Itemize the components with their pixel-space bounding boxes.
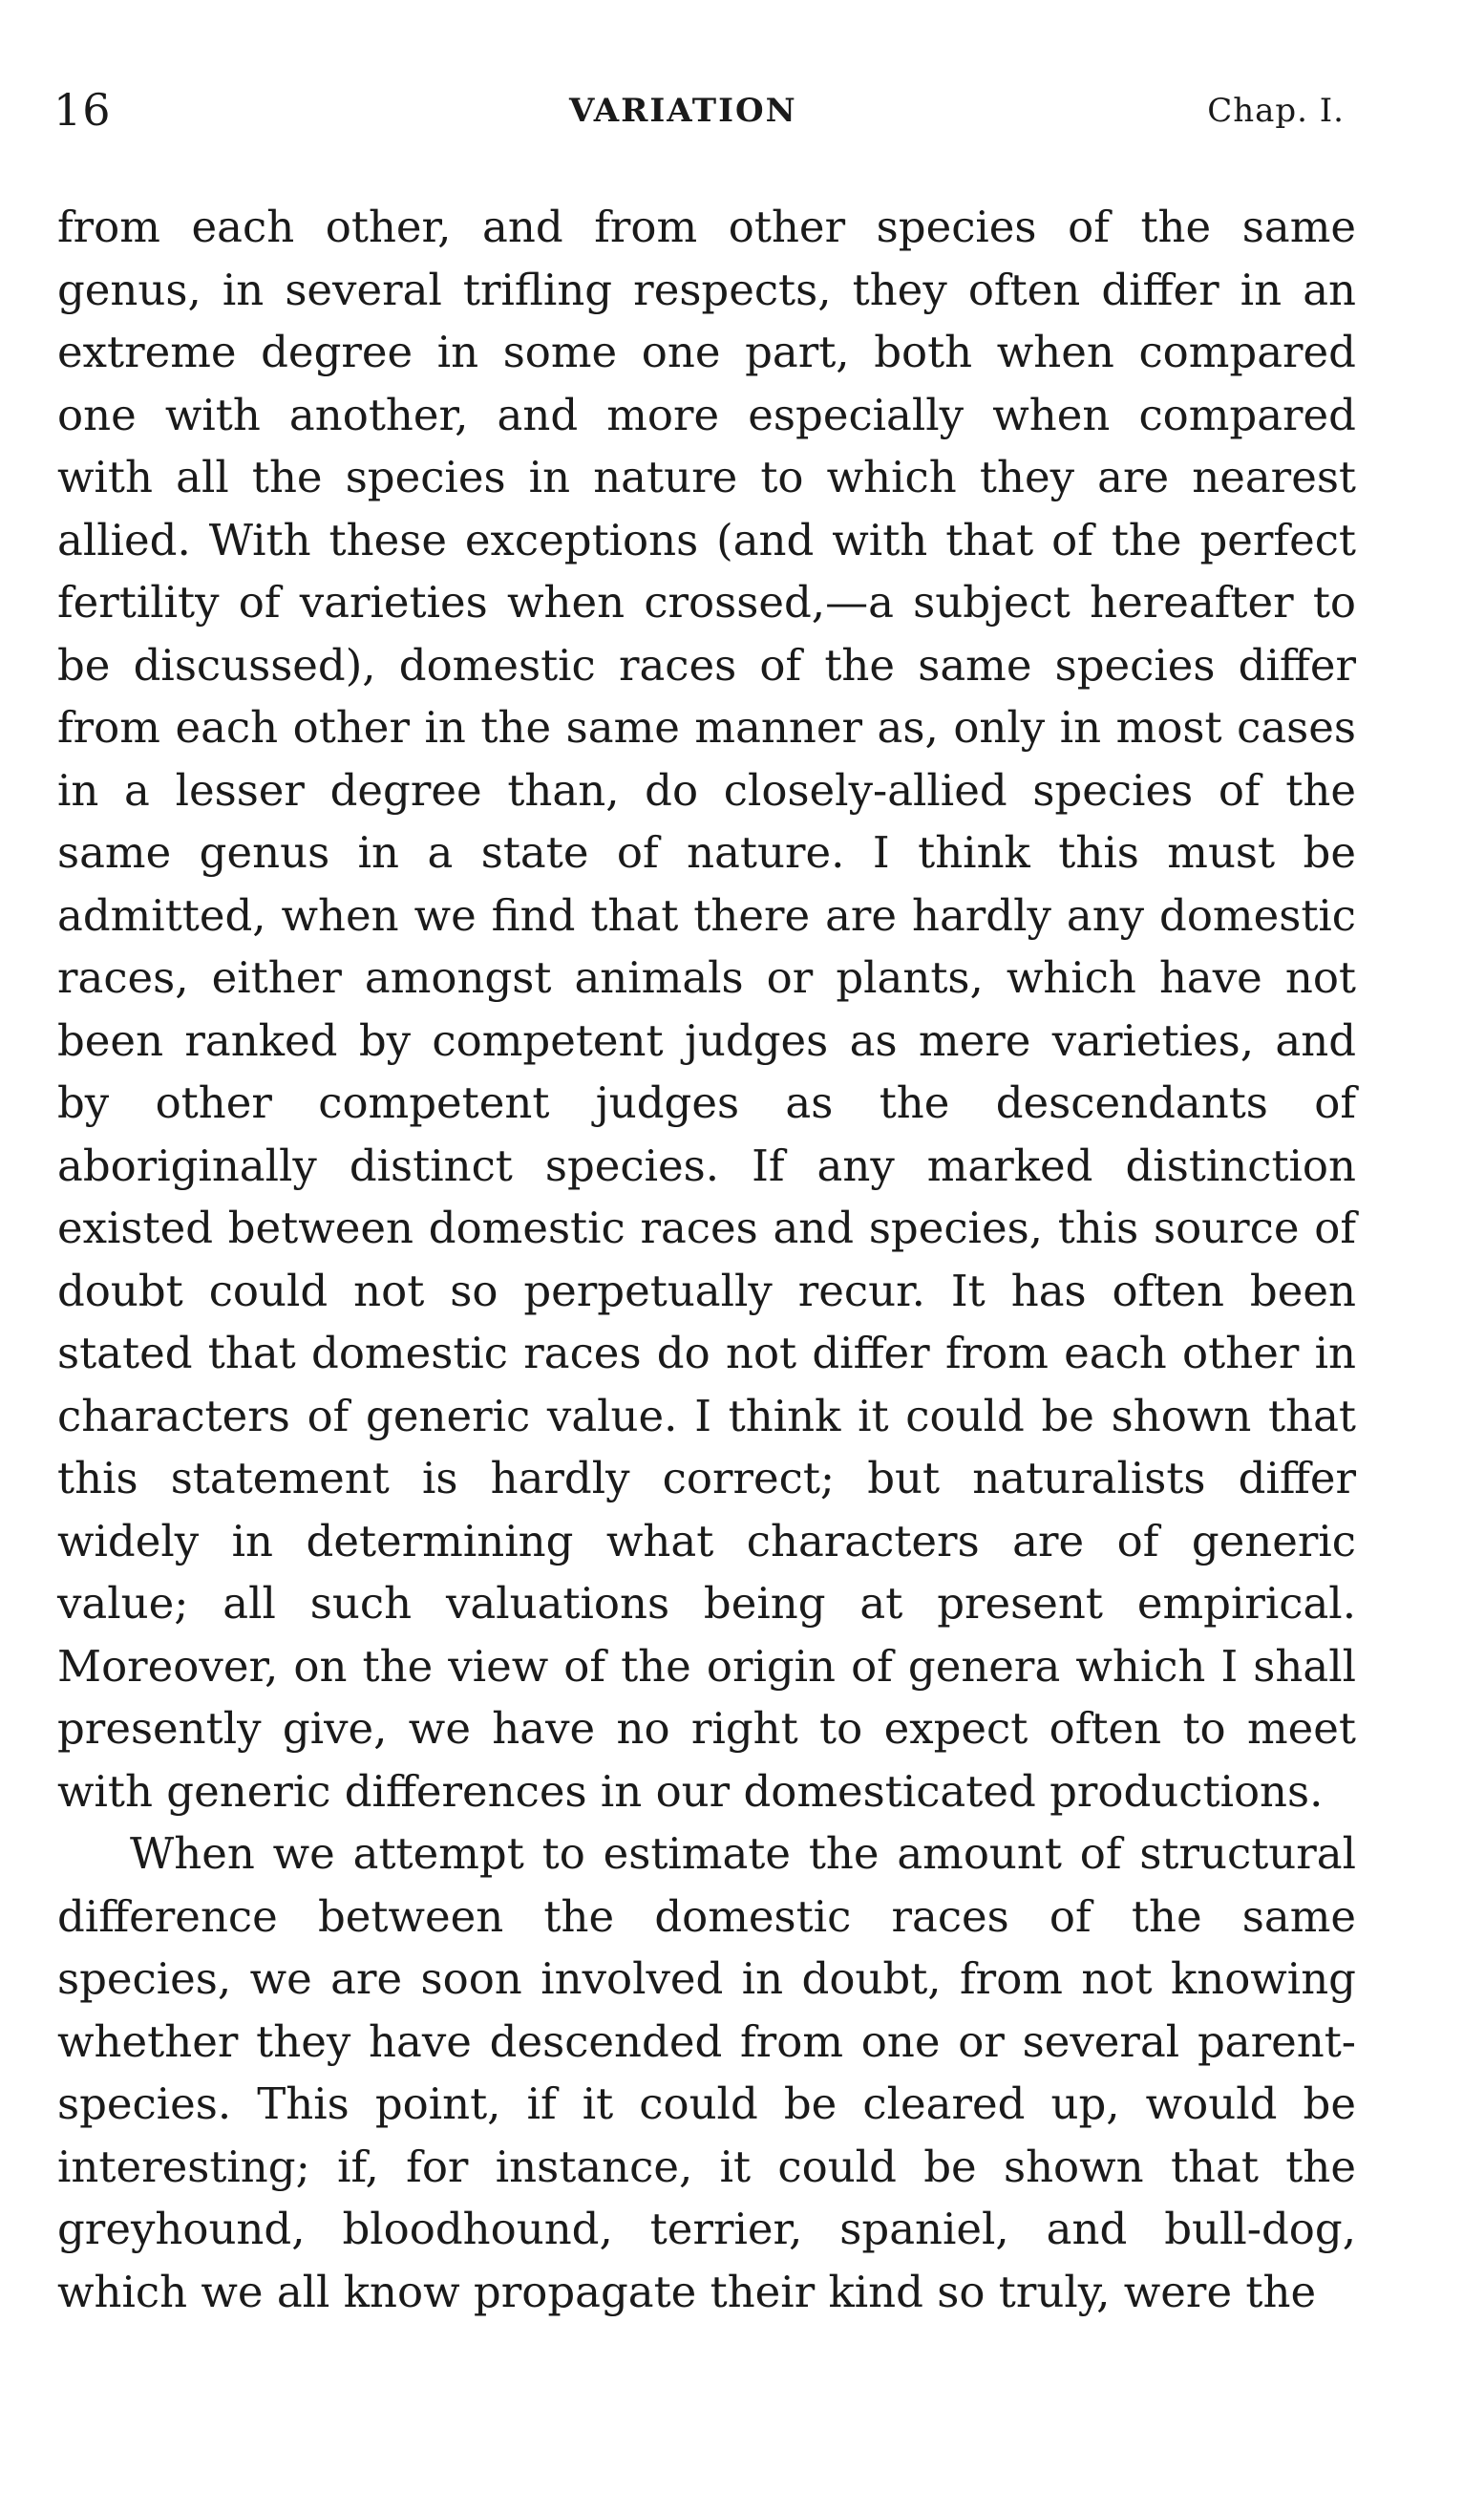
paragraph-continued: from each other, and from other species of the same genus, in several trifling respects, they often differ in an extreme degree in some one part, both when compared one with another, and more especially when compared with all the species in nature to which they are nearest allied. With these exceptions (and with that of the perfect fertility of varieties when crossed,—a subject hereafter to be discussed), domestic races of the same species differ from each other in the same manner as, only in most cases in a lesser degree than, do closely-allied species of the same genus in a state of nature. I think this must be admitted, when we find that there are hardly any domestic races, either amongst animals or plants, which have not been ranked by competent judges as mere varieties, and by other competent judges as the descendants of aboriginally distinct species. If any marked distinction existed between domestic races and species, this source of doubt could not so perpetually recur. It has often been stated that domestic races do not differ from each other in characters of generic value. I think it could be shown that this statement is hardly correct; but naturalists differ widely in determining what characters are of generic value; all such valuations being at present empirical. Moreover, on the view of the origin of genera which I shall presently give, we have no right to expect often to meet with generic differences in our domesticated productions. <box>57 202 1356 1817</box>
chapter-marker: Chap. I. <box>1207 92 1345 130</box>
body-text <box>57 196 1356 2323</box>
page-number: 16 <box>53 84 112 136</box>
paragraph: When we attempt to estimate the amount of structural difference between the domestic races of the same species, we are soon involved in doubt, from not knowing whether they have descended from one or several parent-species. This point, if it could be cleared up, would be interesting; if, for instance, it could be shown that the greyhound, bloodhound, terrier, spaniel, and bull-dog, which we all know propagate their kind so truly, were the <box>57 1828 1356 2317</box>
page-header <box>53 84 1345 141</box>
running-title: VARIATION <box>569 92 797 130</box>
